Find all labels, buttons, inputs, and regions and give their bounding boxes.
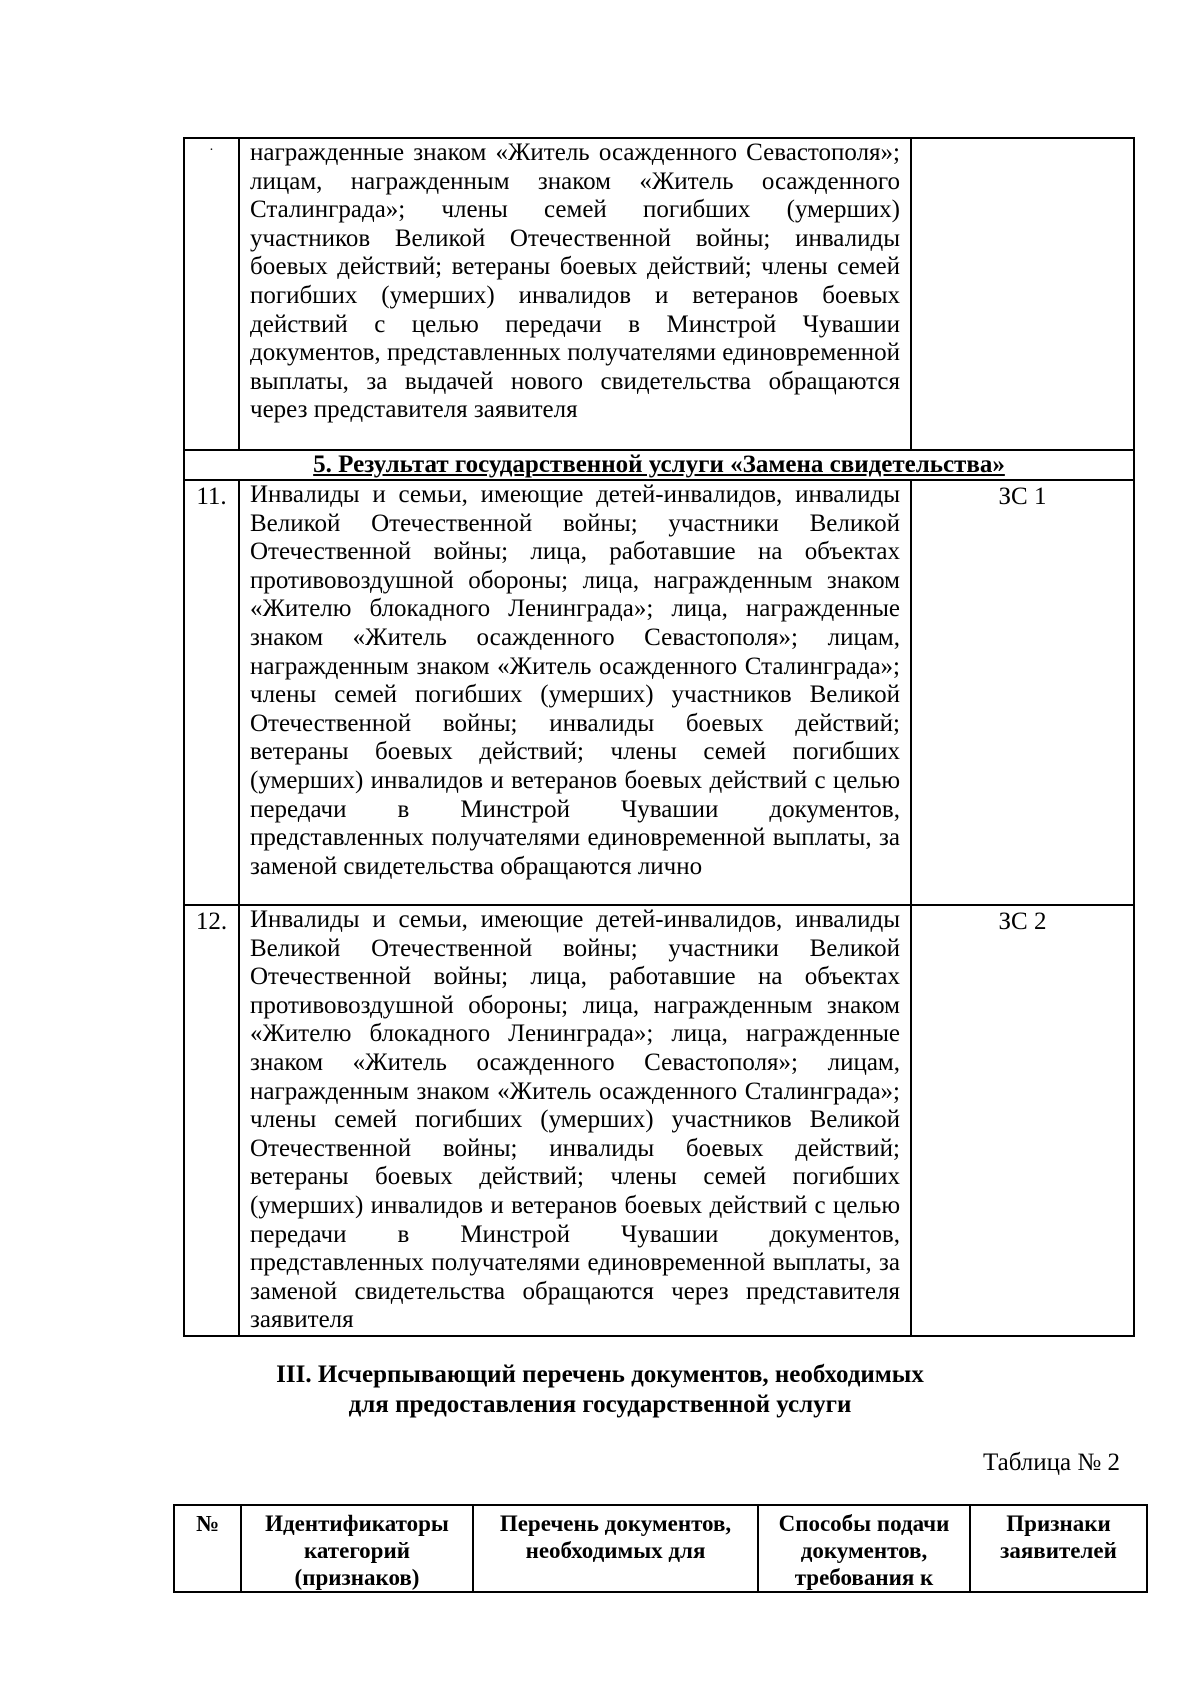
row-code — [911, 138, 1134, 450]
section-heading-line2: для предоставления государственной услуги — [348, 1391, 852, 1418]
table-header-row — [174, 1505, 1147, 1592]
documents-table — [173, 1504, 1148, 1593]
row-text: Инвалиды и семьи, имеющие детей-инвалидов, инвалиды Великой Отечественной войны; участники Великой Отечественной войны; лица, работавшие на объектах противовоздушной обороны; лица, награжденным знаком «Жителю блокадного Ленинграда»; лица, награжденные знаком «Житель осажденного Севастополя»; лицам, награжденным знаком «Житель осажденного Сталинграда»; члены семей погибших (умерших) участников Великой Отечественной войны; инвалиды боевых действий; ветераны боевых действий; члены семей погибших (умерших) инвалидов и ветеранов боевых действий с целью передачи в Минстрой Чувашии документов, представленных получателями единовременной выплаты, за заменой свидетельства обращаются лично — [250, 481, 900, 880]
row-code: ЗС 1 — [911, 480, 1134, 905]
row-number: 11. — [184, 480, 239, 905]
column-header: Признаки заявителей — [970, 1505, 1147, 1592]
row-text-cell — [239, 480, 911, 905]
table-row — [184, 138, 1134, 450]
table-label: Таблица № 2 — [982, 1449, 1120, 1476]
section-title: 5. Результат государственной услуги «Замена свидетельства» — [184, 450, 1134, 480]
column-header: Способы подачи документов, требования к — [758, 1505, 970, 1592]
table-row — [184, 905, 1134, 1336]
column-header: Идентификаторы категорий (признаков) — [241, 1505, 473, 1592]
section-header-row — [184, 450, 1134, 480]
column-header: Перечень документов, необходимых для — [473, 1505, 758, 1592]
row-number: 12. — [184, 905, 239, 1336]
section-heading-line1: III. Исчерпывающий перечень документов, необходимых — [276, 1361, 924, 1388]
row-number: · — [184, 138, 239, 450]
row-code: ЗС 2 — [911, 905, 1134, 1336]
categories-table — [183, 137, 1135, 1337]
table-row — [184, 480, 1134, 905]
row-text: награжденные знаком «Житель осажденного Севастополя»; лицам, награжденным знаком «Житель осажденного Сталинграда»; члены семей погибших (умерших) участников Великой Отечественной войны; инвалиды боевых действий; ветераны боевых действий; члены семей погибших (умерших) инвалидов и ветеранов боевых действий с целью передачи в Минстрой Чувашии документов, представленных получателями единовременной выплаты, за выдачей нового свидетельства обращаются через представителя заявителя — [250, 139, 900, 424]
column-header: № — [174, 1505, 241, 1592]
row-text-cell — [239, 905, 911, 1336]
row-text-cell — [239, 138, 911, 450]
row-text: Инвалиды и семьи, имеющие детей-инвалидов, инвалиды Великой Отечественной войны; участники Великой Отечественной войны; лица, работавшие на объектах противовоздушной обороны; лица, награжденным знаком «Жителю блокадного Ленинграда»; лица, награжденные знаком «Житель осажденного Севастополя»; лицам, награжденным знаком «Житель осажденного Сталинграда»; члены семей погибших (умерших) участников Великой Отечественной войны; инвалиды боевых действий; ветераны боевых действий; члены семей погибших (умерших) инвалидов и ветеранов боевых действий с целью передачи в Минстрой Чувашии документов, представленных получателями единовременной выплаты, за заменой свидетельства обращаются через представителя заявителя — [250, 906, 900, 1334]
